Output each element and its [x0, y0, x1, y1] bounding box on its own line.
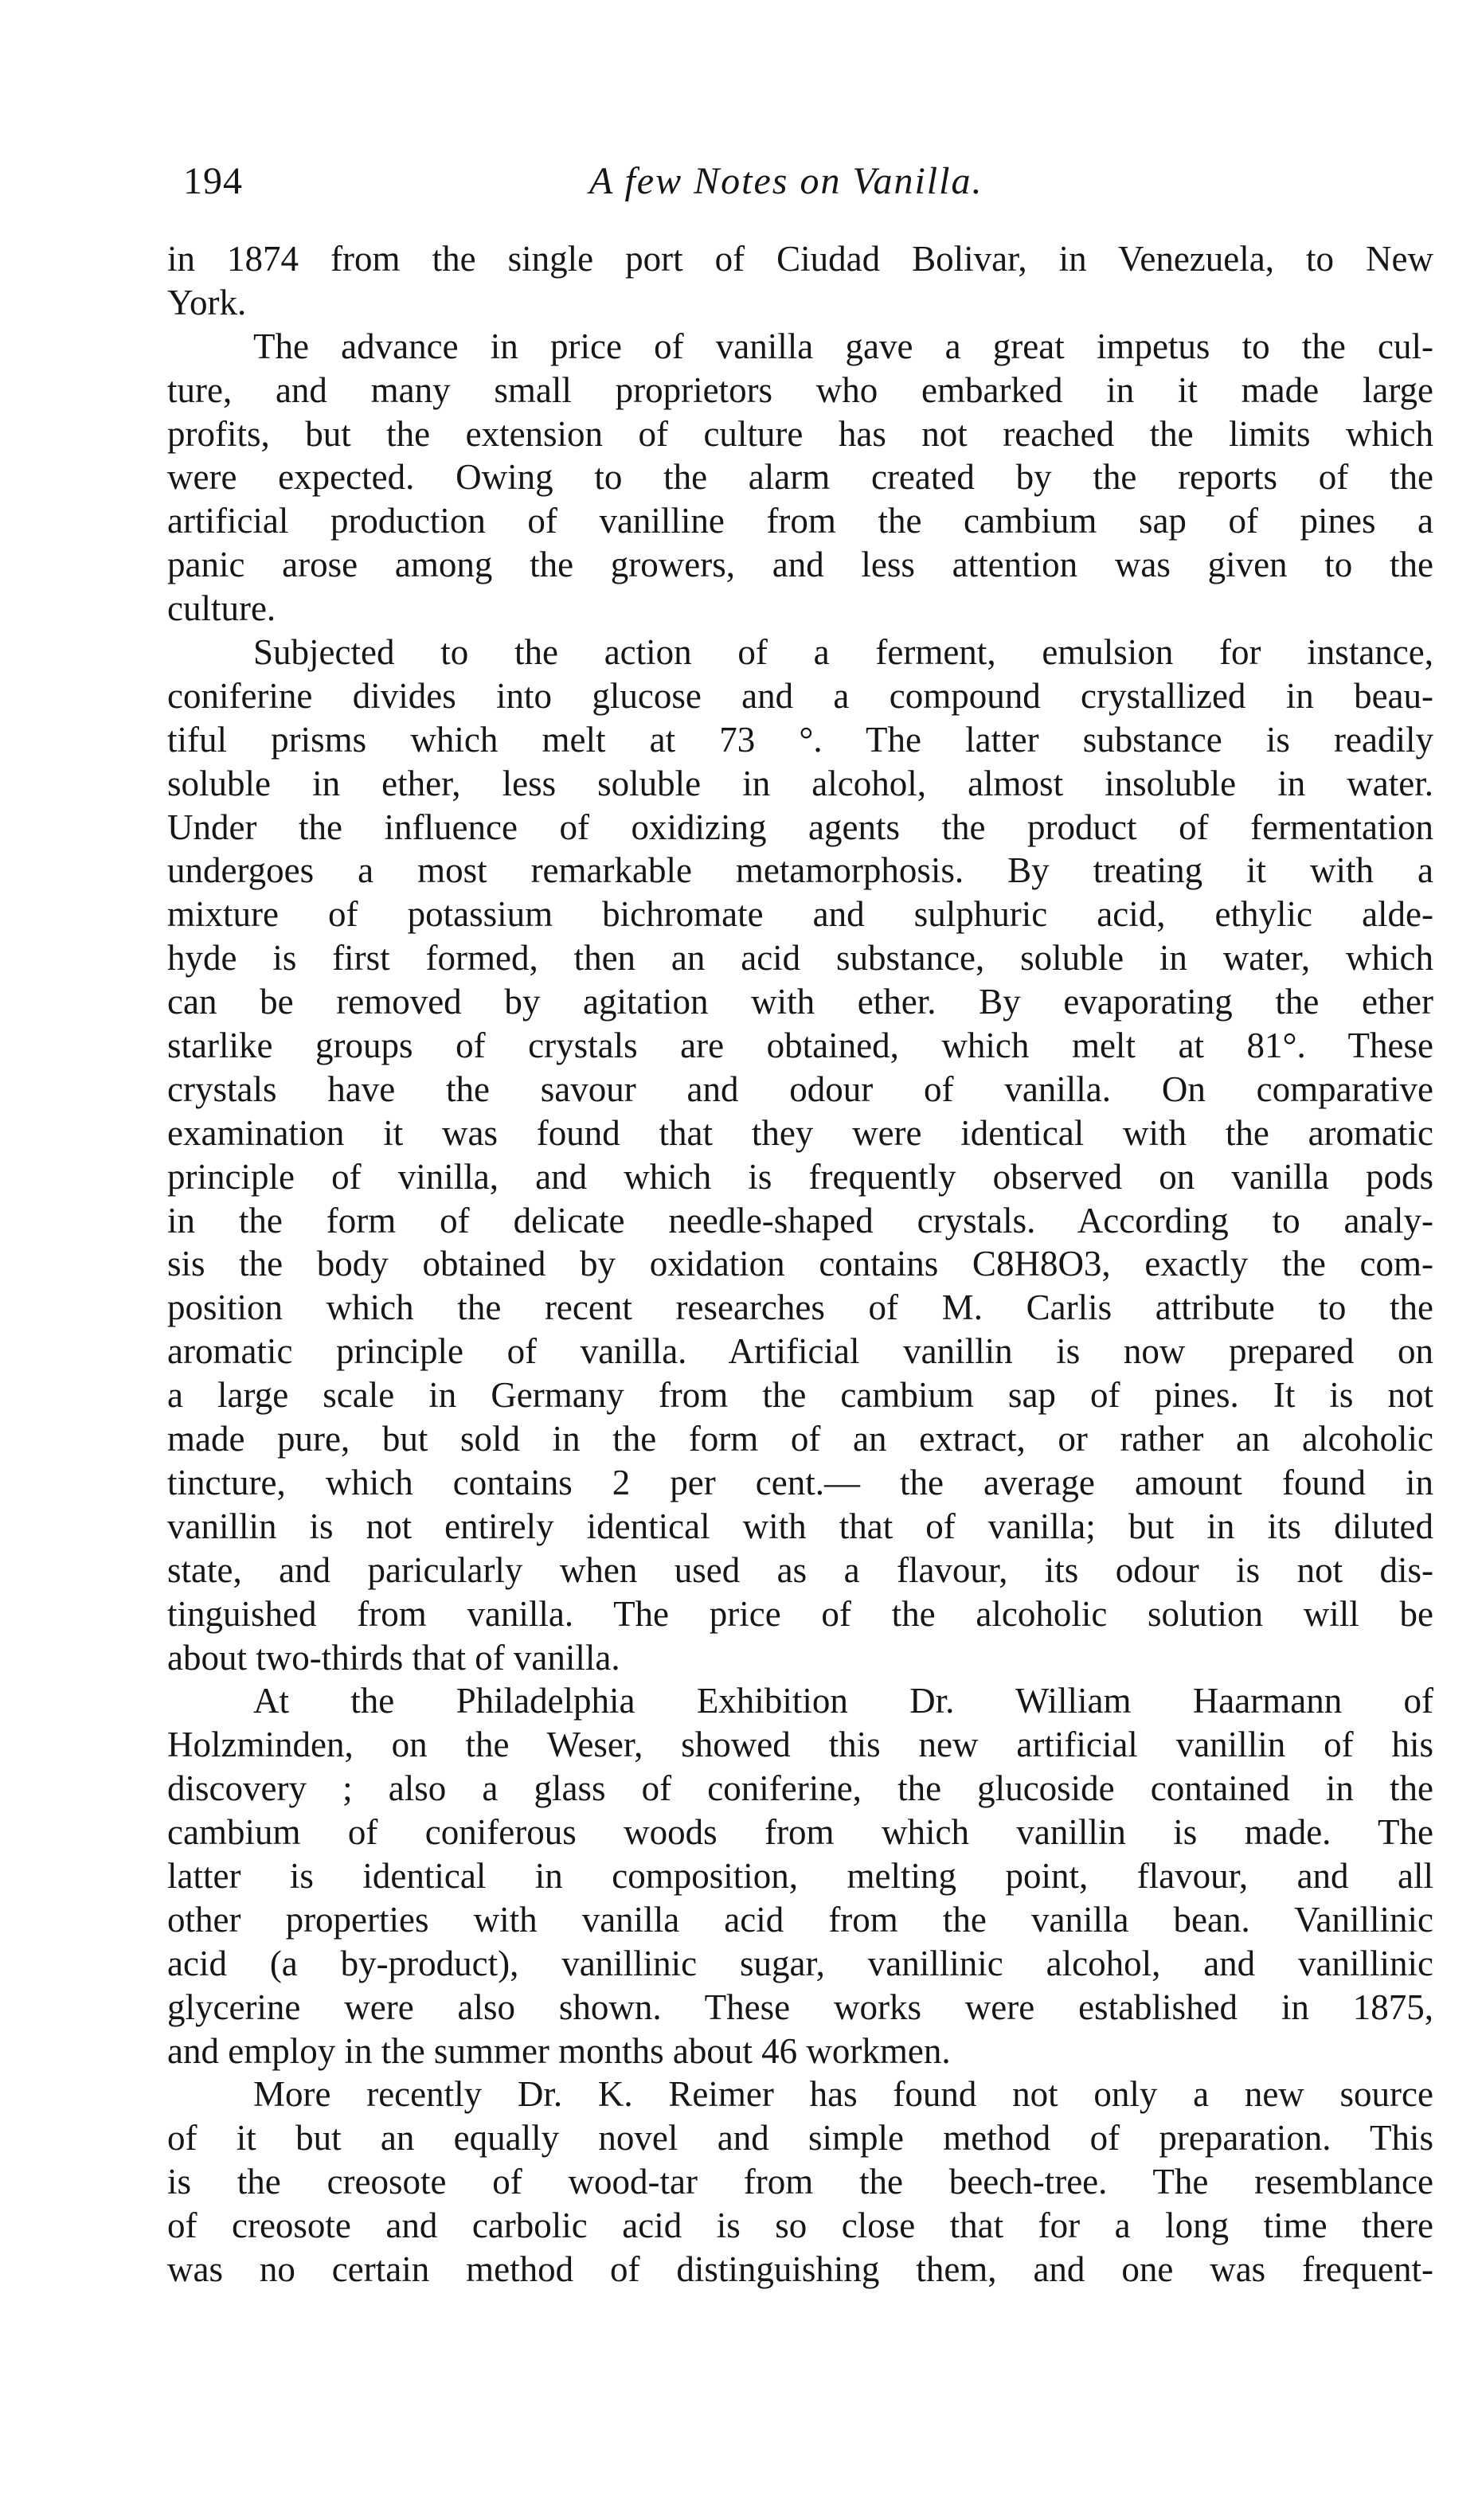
text-line: latter is identical in composition, melting point, flavour, and all [167, 1855, 1433, 1896]
text-line: profits, but the extension of culture has not reached the limits which [167, 413, 1433, 454]
text-line: in the form of delicate needle-shaped crystals. According to analy- [167, 1200, 1433, 1240]
paragraph [167, 631, 1433, 1679]
running-head [175, 159, 1465, 215]
text-line: culture. [167, 588, 276, 629]
text-line: Subjected to the action of a ferment, emulsion for instance, [253, 632, 1433, 673]
paragraph [167, 325, 1433, 631]
text-line: acid (a by-product), vanillinic sugar, vanillinic alcohol, and vanillinic [167, 1943, 1433, 1983]
paragraph [167, 1679, 1433, 2073]
text-line: hyde is first formed, then an acid substance, soluble in water, which [167, 938, 1433, 979]
text-line: York. [167, 282, 247, 322]
text-line: a large scale in Germany from the cambium sap of pines. It is not [167, 1375, 1433, 1416]
text-line: aromatic principle of vanilla. Artificial vanillin is now prepared on [167, 1331, 1433, 1372]
text-line: tiful prisms which melt at 73 °. The latter substance is readily [167, 719, 1433, 760]
text-line: is the creosote of wood-tar from the beech-tree. The resemblance [167, 2162, 1433, 2202]
text-line: vanillin is not entirely identical with that of vanilla; but in its diluted [167, 1506, 1433, 1546]
text-line: starlike groups of crystals are obtained, which melt at 81°. These [167, 1026, 1433, 1066]
paragraph [167, 237, 1433, 325]
text-line: Holzminden, on the Weser, showed this new artificial vanillin of his [167, 1725, 1433, 1765]
text-line: Under the influence of oxidizing agents the product of fermentation [167, 807, 1433, 847]
text-line: was no certain method of distinguishing them, and one was frequent- [167, 2248, 1433, 2289]
text-line: panic arose among the growers, and less attention was given to the [167, 545, 1433, 585]
text-line: principle of vinilla, and which is frequently observed on vanilla pods [167, 1156, 1433, 1197]
text-line: examination it was found that they were identical with the aromatic [167, 1112, 1433, 1153]
text-line: in 1874 from the single port of Ciudad Bolivar, in Venezuela, to New [167, 239, 1433, 279]
text-line: about two-thirds that of vanilla. [167, 1637, 620, 1678]
text-line: sis the body obtained by oxidation contains C8H8O3, exactly the com- [167, 1244, 1433, 1284]
text-line: discovery ; also a glass of coniferine, the glucoside contained in the [167, 1768, 1433, 1809]
text-line: At the Philadelphia Exhibition Dr. William Haarmann of [253, 1681, 1433, 1721]
text-line: tincture, which contains 2 per cent.— the average amount found in [167, 1462, 1433, 1502]
text-line: More recently Dr. K. Reimer has found not only a new source [253, 2074, 1433, 2115]
text-line: soluble in ether, less soluble in alcohol, almost insoluble in water. [167, 763, 1433, 803]
page-number: 194 [183, 160, 243, 202]
text-line: tinguished from vanilla. The price of the alcoholic solution will be [167, 1593, 1433, 1634]
text-line: can be removed by agitation with ether. By evaporating the ether [167, 982, 1433, 1022]
text-line: The advance in price of vanilla gave a great impetus to the cul- [253, 326, 1433, 366]
text-line: undergoes a most remarkable metamorphosis. By treating it with a [167, 850, 1433, 891]
text-line: other properties with vanilla acid from the vanilla bean. Vanillinic [167, 1899, 1433, 1940]
text-line: position which the recent researches of M. Carlis attribute to the [167, 1287, 1433, 1328]
text-line: artificial production of vanilline from the cambium sap of pines a [167, 501, 1433, 541]
text-line: of it but an equally novel and simple method of preparation. This [167, 2118, 1433, 2159]
text-line: were expected. Owing to the alarm created by the reports of the [167, 457, 1433, 498]
text-line: made pure, but sold in the form of an extract, or rather an alcoholic [167, 1419, 1433, 1459]
body-text [167, 237, 1433, 2291]
text-line: of creosote and carbolic acid is so close that for a long time there [167, 2205, 1433, 2246]
text-line: coniferine divides into glucose and a compound crystallized in beau- [167, 675, 1433, 716]
text-line: state, and paricularly when used as a flavour, its odour is not dis- [167, 1549, 1433, 1590]
running-title: A few Notes on Vanilla. [589, 160, 983, 202]
text-line: cambium of coniferous woods from which vanillin is made. The [167, 1812, 1433, 1853]
text-line: and employ in the summer months about 46 workmen. [167, 2030, 951, 2071]
text-line: ture, and many small proprietors who embarked in it made large [167, 369, 1433, 410]
paragraph [167, 2073, 1433, 2291]
text-line: glycerine were also shown. These works were established in 1875, [167, 1987, 1433, 2027]
text-line: mixture of potassium bichromate and sulphuric acid, ethylic alde- [167, 894, 1433, 935]
text-line: crystals have the savour and odour of vanilla. On comparative [167, 1069, 1433, 1109]
